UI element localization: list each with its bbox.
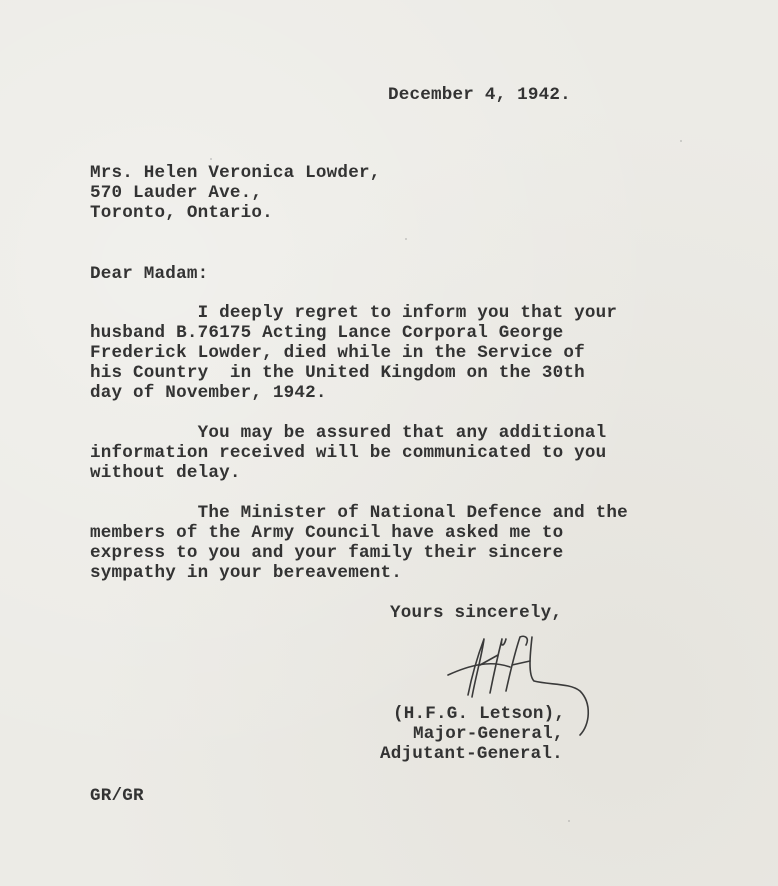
paragraph-1-line: day of November, 1942. [90,383,327,403]
recipient-street: 570 Lauder Ave., [90,183,263,203]
recipient-name: Mrs. Helen Veronica Lowder, [90,163,381,183]
paragraph-1-line: husband B.76175 Acting Lance Corporal George [90,323,564,343]
paragraph-3-line: The Minister of National Defence and the [90,503,628,523]
paragraph-3-line: sympathy in your bereavement. [90,563,402,583]
letter-date: December 4, 1942. [388,85,571,105]
signatory-title: Adjutant-General. [380,744,563,764]
recipient-city: Toronto, Ontario. [90,203,273,223]
paragraph-3-line: express to you and your family their sincere [90,543,564,563]
salutation: Dear Madam: [90,264,209,284]
paragraph-2-line: information received will be communicated to you [90,443,607,463]
signatory-rank: Major-General, [413,724,564,744]
paragraph-1-line: I deeply regret to inform you that your [90,303,618,323]
paper-speck [568,820,570,822]
reference-initials: GR/GR [90,786,144,806]
paragraph-1-line: his Country in the United Kingdom on the 30th [90,363,585,383]
closing: Yours sincerely, [390,603,563,623]
paper-speck [405,238,407,240]
paragraph-1-line: Frederick Lowder, died while in the Service of [90,343,585,363]
paragraph-2-line: You may be assured that any additional [90,423,607,443]
paragraph-2-line: without delay. [90,463,241,483]
paper-speck [210,158,212,160]
paragraph-3-line: members of the Army Council have asked me to [90,523,564,543]
signatory-name: (H.F.G. Letson), [393,704,566,724]
paper-speck [680,140,682,142]
